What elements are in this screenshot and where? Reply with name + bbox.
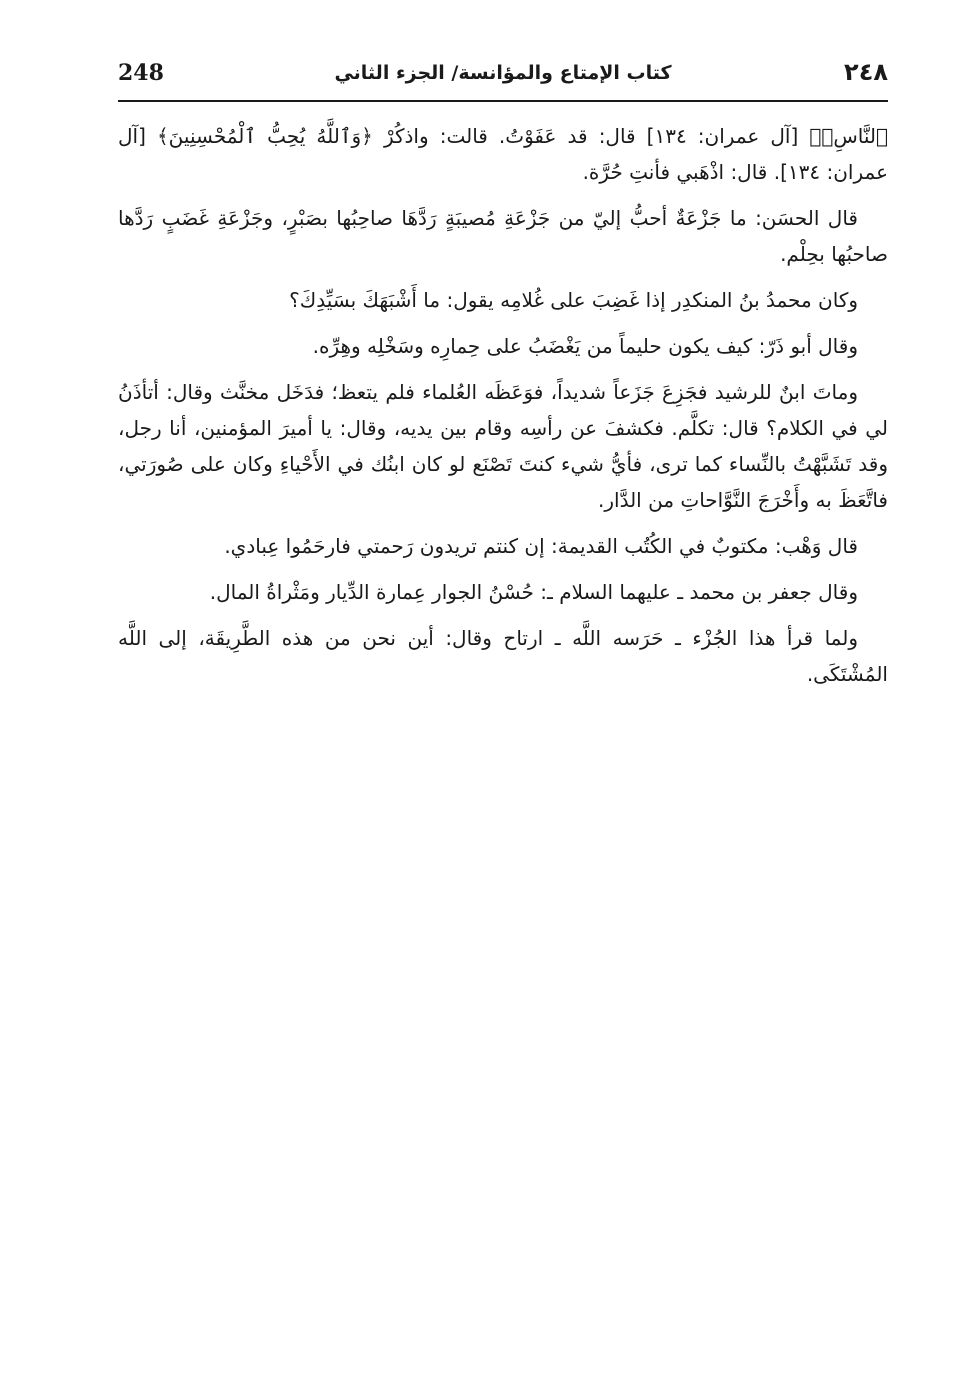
page-body	[118, 118, 888, 702]
paragraph-closing: ولما قرأ هذا الجُزْء ـ حَرَسه اللَّه ـ ارتاح وقال: أين نحن من هذه الطَّرِيقَة، إلى اللَّه المُشْتَكَى.	[118, 626, 888, 686]
paragraph-hasan: قال الحسَن: ما جَزْعَةٌ أحبُّ إليّ من جَزْعَةِ مُصيبَةٍ رَدَّهَا صاحِبُها بصَبْرٍ، وجَزْعَةِ غَضَبٍ رَدَّها صاحبُها بحِلْم.	[118, 206, 888, 266]
paragraph-wahb: قال وَهْب: مكتوبٌ في الكُتُب القديمة: إن كنتم تريدون رَحمتي فارحَمُوا عِبادي.	[224, 534, 858, 558]
paragraph-ibn-munkadir: وكان محمدُ بنُ المنكدِر إذا غَضِبَ على غُلامِه يقول: ما أَشْبَهَكَ بسَيِّدِكَ؟	[289, 288, 858, 312]
paragraph-jafar: وقال جعفر بن محمد ـ عليهما السلام ـ: حُسْنُ الجوار عِمارة الدِّيار ومَثْراةُ المال.	[209, 580, 858, 604]
paragraph-rashid: وماتَ ابنٌ للرشيد فجَزِعَ جَزَعاً شديداً، فوَعَظَه العُلماء فلم يتعظ؛ فدَخَل مخنَّث وقال: أتأذَنُ لي في الكلام؟ قال: تكلَّم. فكشفَ عن رأسِه وقام بين يديه، وقال: يا أميرَ المؤمنين، أنا رجل، وقد تَشَبَّهْتُ بالنِّساء كما ترى، فأيُّ شيء كنتَ تَصْنَع لو كان ابنُك في الأَحْياءِ وكان على صُورَتي، فاتَّعَظَ به وأَخْرَجَ النَّوَّاحاتِ من الدَّار.	[118, 380, 888, 512]
page-header	[118, 58, 888, 100]
page-number-arabic: ٢٤٨	[844, 58, 888, 86]
header-divider	[118, 100, 888, 102]
page-number-latin: 248	[118, 60, 164, 86]
paragraph-abu-dharr: وقال أبو ذَرّ: كيف يكون حليماً من يَغْضَبُ على حِمارِه وسَخْلِه وهِرِّه.	[312, 334, 858, 358]
running-title: كتاب الإمتاع والمؤانسة/ الجزء الثاني	[334, 62, 672, 84]
paragraph-continuation: ٱلنَّاسِۗ﴾ [آل عمران: ١٣٤] قال: قد عَفَوْتُ. قالت: واذكُرْ ﴿وَٱللَّهُ يُحِبُّ ٱلْمُحْسِنِينَ﴾ [آل عمران: ١٣٤]. قال: اذْهَبي فأنتِ حُرَّة.	[118, 124, 888, 184]
